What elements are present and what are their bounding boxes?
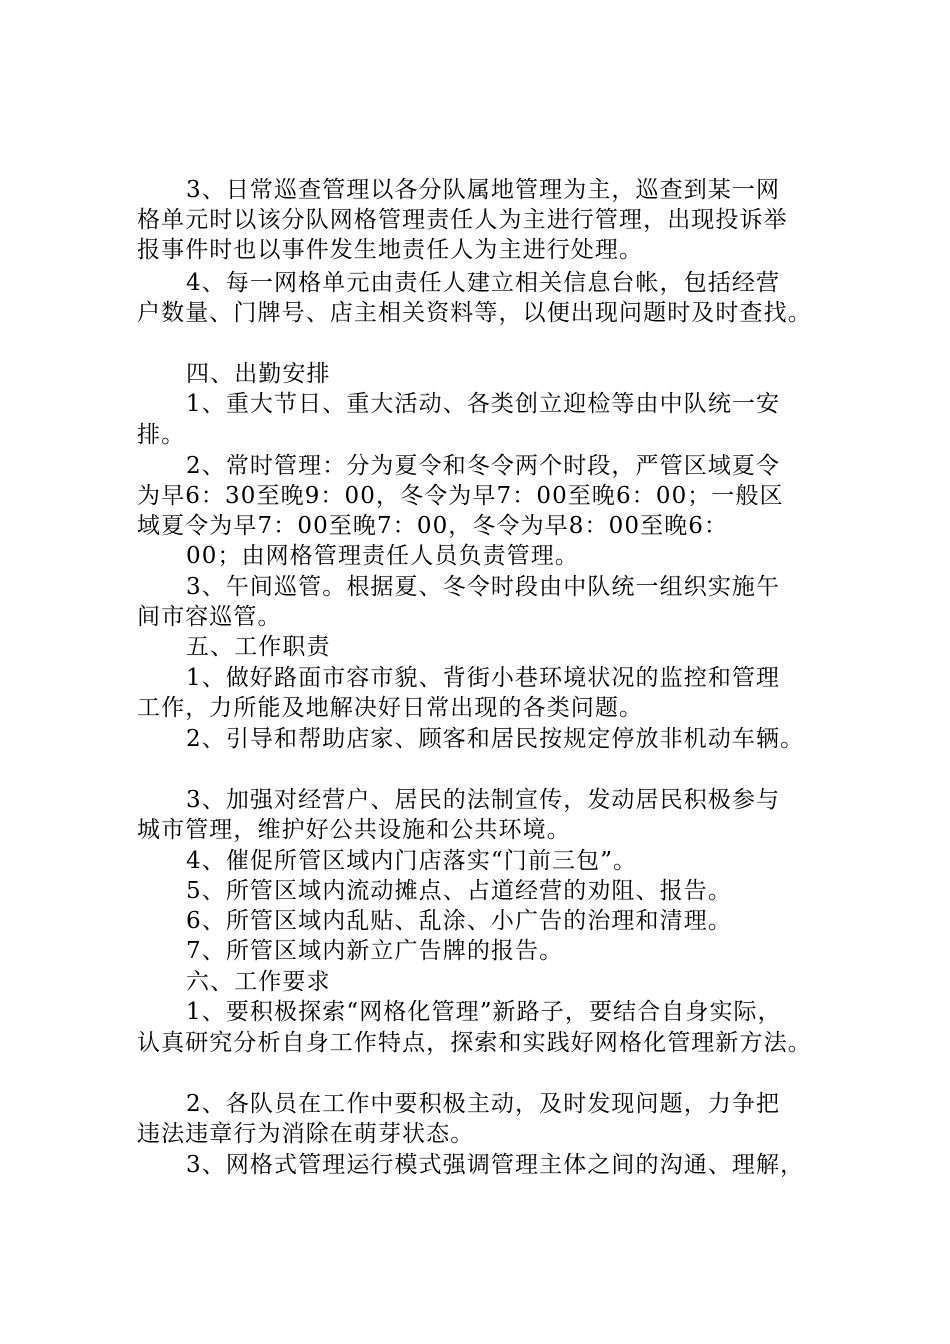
text-line: 6、所管区域内乱贴、乱涂、小广告的治理和清理。: [186, 908, 732, 934]
text-line: 2、各队员在工作中要积极主动，及时发现问题，力争把: [186, 1091, 781, 1117]
section-heading: 四、出勤安排: [186, 361, 331, 387]
text-line: 户数量、门牌号、店主相关资料等，以便出现问题时及时查找。: [137, 300, 812, 326]
section-heading: 六、工作要求: [186, 969, 331, 995]
text-line: 1、做好路面市容市貌、背街小巷环境状况的监控和管理: [186, 665, 781, 691]
text-line: 城市管理，维护好公共设施和公共环境。: [137, 817, 571, 843]
text-line: 域夏令为早7：00至晚7：00，冬令为早8：00至晚6：: [137, 513, 729, 539]
text-line: 3、加强对经营户、居民的法制宣传，发动居民积极参与: [186, 787, 781, 813]
text-line: 1、要积极探索“网格化管理”新路子，要结合自身实际，: [186, 999, 782, 1025]
text-line: 1、重大节日、重大活动、各类创立迎检等由中队统一安: [186, 391, 781, 417]
text-line: 3、午间巡管。根据夏、冬令时段由中队统一组织实施午: [186, 574, 781, 600]
text-line: 3、网格式管理运行模式强调管理主体之间的沟通、理解，: [186, 1152, 805, 1178]
text-line: 3、日常巡查管理以各分队属地管理为主，巡查到某一网: [186, 177, 781, 203]
text-line: 7、所管区域内新立广告牌的报告。: [186, 938, 564, 964]
text-line: 报事件时也以事件发生地责任人为主进行处理。: [137, 237, 644, 263]
text-line: 排。: [137, 422, 186, 448]
text-line: 格单元时以该分队网格管理责任人为主进行管理，出现投诉举: [137, 207, 788, 233]
text-line: 为早6：30至晚9：00，冬令为早7：00至晚6：00；一般区: [137, 483, 784, 509]
text-line: 2、常时管理：分为夏令和冬令两个时段，严管区域夏令: [186, 453, 781, 479]
text-line: 2、引导和帮助店家、顾客和居民按规定停放非机动车辆。: [186, 726, 805, 752]
text-line: 00；由网格管理责任人员负责管理。: [186, 543, 579, 569]
text-line: 4、每一网格单元由责任人建立相关信息台帐，包括经营: [186, 270, 781, 296]
text-line: 4、催促所管区域内门店落实“门前三包”。: [186, 848, 638, 874]
text-line: 工作，力所能及地解决好日常出现的各类问题。: [137, 695, 644, 721]
text-line: 认真研究分析自身工作特点，探索和实践好网格化管理新方法。: [137, 1030, 812, 1056]
text-line: 5、所管区域内流动摊点、占道经营的劝阻、报告。: [186, 878, 732, 904]
text-line: 间市容巡管。: [137, 604, 282, 630]
text-line: 违法违章行为消除在萌芽状态。: [137, 1121, 475, 1147]
section-heading: 五、工作职责: [186, 634, 331, 660]
